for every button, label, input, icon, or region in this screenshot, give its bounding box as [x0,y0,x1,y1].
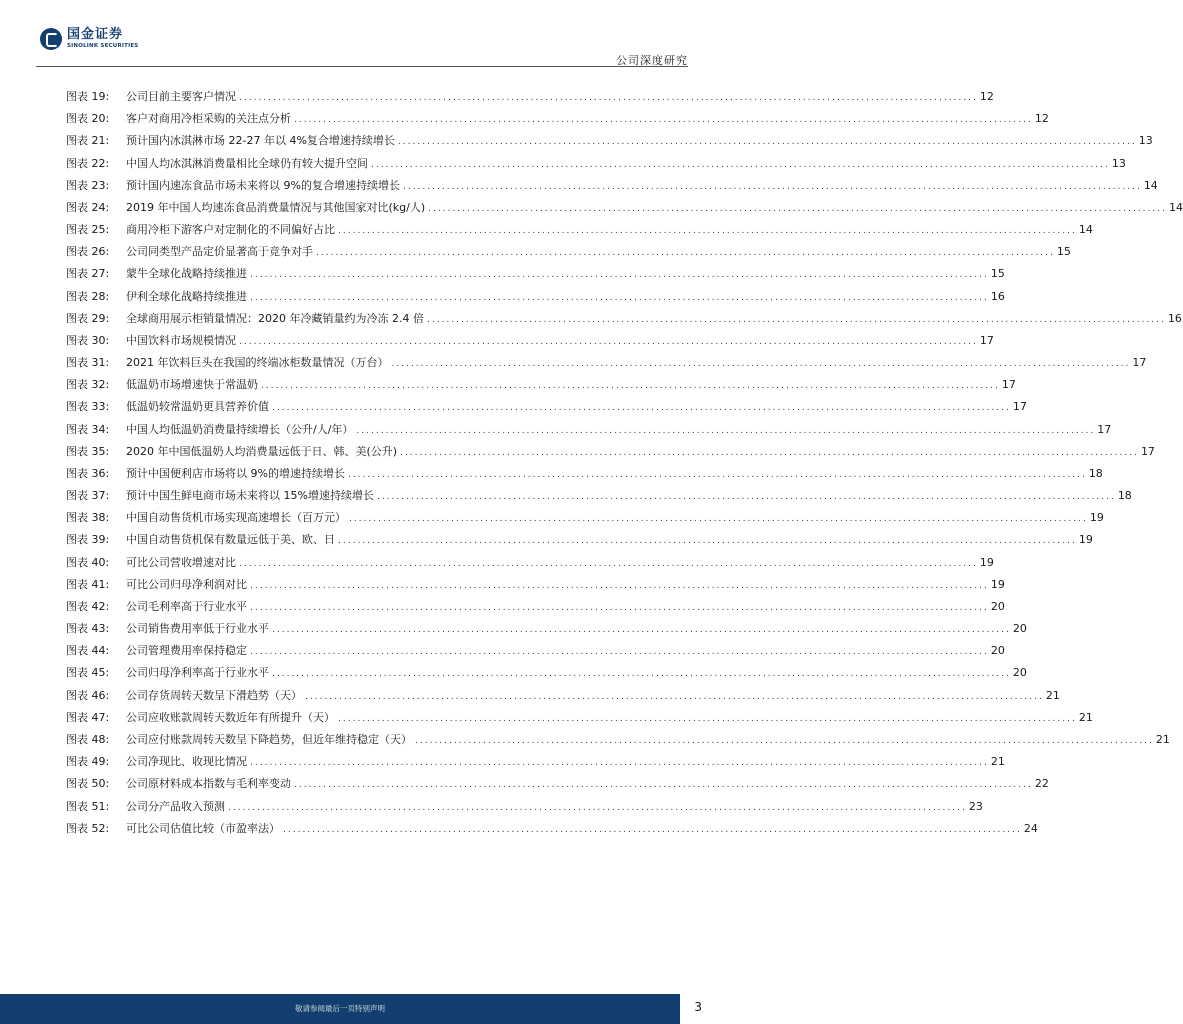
toc-entry[interactable] [66,197,1183,219]
figure-title: 中国饮料市场规模情况 [126,333,236,347]
logo-chinese-name: 国金证券 [67,27,124,42]
page-ref: 14 [1169,200,1183,214]
logo-english-name: SINOLINK SECURITIES [67,43,139,49]
figure-title: 蒙牛全球化战略持续推进 [126,267,247,281]
figure-title: 中国自动售货机保有数量远低于美、欧、日 [126,533,335,547]
toc-entry[interactable] [66,640,1005,662]
page-ref: 18 [1117,489,1132,503]
toc-entry[interactable] [66,263,1005,285]
figure-number: 图表 48: [66,732,110,746]
page-ref: 21 [1155,732,1170,746]
figure-number: 图表 27: [66,267,110,281]
page-ref: 20 [1012,622,1027,636]
dot-leader [403,176,1142,198]
toc-entry[interactable] [66,507,1104,529]
dot-leader [272,619,1011,641]
toc-entry[interactable] [66,574,1005,596]
figure-title: 公司应收账款周转天数近年有所提升（天） [126,710,335,724]
figure-title: 公司归母净利率高于行业水平 [126,666,269,680]
figure-title: 可比公司营收增速对比 [126,555,236,569]
page-ref: 16 [990,289,1005,303]
dot-leader [250,597,989,619]
dot-leader [250,264,989,286]
figure-number: 图表 38: [66,511,110,525]
dot-leader [338,708,1077,730]
page-ref: 17 [1097,422,1112,436]
page-header [0,0,724,70]
figure-number: 图表 45: [66,666,110,680]
page-ref: 20 [990,599,1005,613]
page-ref: 21 [1078,710,1093,724]
figure-number: 图表 30: [66,333,110,347]
toc-entry[interactable] [66,352,1147,374]
figure-title: 伊利全球化战略持续推进 [126,289,247,303]
dot-leader [400,442,1139,464]
figure-number: 图表 23: [66,178,110,192]
figure-number: 图表 52: [66,821,110,835]
dot-leader [283,819,1022,841]
toc-entry[interactable] [66,130,1153,152]
logo-icon [40,28,62,50]
dot-leader [338,530,1077,552]
figure-number: 图表 26: [66,245,110,259]
figure-number: 图表 46: [66,688,110,702]
page-ref: 13 [1111,156,1126,170]
toc-entry[interactable] [66,529,1093,551]
toc-entry[interactable] [66,618,1027,640]
toc-entry[interactable] [66,219,1093,241]
figure-title: 中国自动售货机市场实现高速增长（百万元） [126,511,346,525]
figure-number: 图表 39: [66,533,110,547]
dot-leader [250,575,989,597]
dot-leader [272,397,1011,419]
toc-entry[interactable] [66,286,1005,308]
figure-title: 公司销售费用率低于行业水平 [126,622,269,636]
dot-leader [377,486,1116,508]
toc-entry[interactable] [66,818,1038,840]
page-ref: 19 [1078,533,1093,547]
figure-title: 低温奶较常温奶更具营养价值 [126,400,269,414]
figure-title: 预计国内速冻食品市场未来将以 9%的复合增速持续增长 [126,178,400,192]
toc-entry[interactable] [66,374,1016,396]
figure-title: 2021 年饮料巨头在我国的终端冰柜数量情况（万台） [126,356,389,370]
dot-leader [250,287,989,309]
toc-entry[interactable] [66,596,1005,618]
toc-entry[interactable] [66,707,1093,729]
toc-entry[interactable] [66,86,994,108]
figure-title: 中国人均低温奶消费量持续增长（公升/人/年） [126,422,354,436]
toc-entry[interactable] [66,796,983,818]
page-ref: 15 [990,267,1005,281]
figure-number: 图表 47: [66,710,110,724]
page-number: 3 [694,1000,702,1014]
page-ref: 20 [990,644,1005,658]
figure-number: 图表 44: [66,644,110,658]
dot-leader [392,353,1131,375]
dot-leader [294,109,1033,131]
figure-number: 图表 50: [66,777,110,791]
page-ref: 19 [1089,511,1104,525]
page-ref: 17 [1132,356,1147,370]
figure-title: 可比公司归母净利润对比 [126,577,247,591]
page-ref: 19 [979,555,994,569]
toc-entry[interactable] [66,396,1027,418]
figure-title: 客户对商用冷柜采购的关注点分析 [126,112,291,126]
figure-number: 图表 51: [66,799,110,813]
figure-title: 公司同类型产品定价显著高于竞争对手 [126,245,313,259]
figure-number: 图表 31: [66,356,110,370]
page-ref: 19 [990,577,1005,591]
figure-number: 图表 20: [66,112,110,126]
figure-number: 图表 41: [66,577,110,591]
page-ref: 17 [1140,444,1155,458]
dot-leader [349,508,1088,530]
figure-number: 图表 34: [66,422,110,436]
figure-number: 图表 22: [66,156,110,170]
figure-title: 商用冷柜下游客户对定制化的不同偏好占比 [126,223,335,237]
figure-number: 图表 24: [66,200,110,214]
page-ref: 21 [990,755,1005,769]
toc-entry[interactable] [66,419,1112,441]
dot-leader [294,774,1033,796]
dot-leader [415,730,1154,752]
figure-title: 预计国内冰淇淋市场 22-27 年以 4%复合增速持续增长 [126,134,395,148]
dot-leader [239,553,978,575]
toc-entry[interactable] [66,729,1170,751]
figure-title: 预计中国生鲜电商市场未来将以 15%增速持续增长 [126,489,374,503]
dot-leader [356,420,1095,442]
dot-leader [250,641,989,663]
dot-leader [428,198,1167,220]
toc-entry[interactable] [66,751,1005,773]
page-ref: 23 [968,799,983,813]
figure-title: 公司应付账款周转天数呈下降趋势，但近年维持稳定（天） [126,732,412,746]
toc-entry[interactable] [66,108,1049,130]
figure-title: 公司净现比、收现比情况 [126,755,247,769]
toc-entry[interactable] [66,175,1158,197]
figure-number: 图表 33: [66,400,110,414]
figure-number: 图表 49: [66,755,110,769]
figure-number: 图表 32: [66,378,110,392]
dot-leader [427,309,1166,331]
figure-title: 公司存货周转天数呈下滑趋势（天） [126,688,302,702]
dot-leader [338,220,1077,242]
page-ref: 22 [1034,777,1049,791]
figure-title: 全球商用展示柜销量情况：2020 年冷藏销量约为冷冻 2.4 倍 [126,311,424,325]
dot-leader [398,131,1137,153]
toc-entry[interactable] [66,662,1027,684]
page-ref: 13 [1138,134,1153,148]
dot-leader [348,464,1087,486]
toc-entry[interactable] [66,441,1155,463]
page-ref: 21 [1045,688,1060,702]
figure-number: 图表 42: [66,599,110,613]
page-ref: 12 [1034,112,1049,126]
page-ref: 14 [1078,223,1093,237]
toc-entry[interactable] [66,685,1060,707]
figure-title: 公司管理费用率保持稳定 [126,644,247,658]
figure-number: 图表 28: [66,289,110,303]
toc-entry[interactable] [66,773,1049,795]
dot-leader [316,242,1055,264]
figure-number: 图表 40: [66,555,110,569]
figure-title: 公司分产品收入预测 [126,799,225,813]
figure-title: 预计中国便利店市场将以 9%的增速持续增长 [126,466,345,480]
figure-number: 图表 43: [66,622,110,636]
figure-number: 图表 37: [66,489,110,503]
figure-number: 图表 29: [66,311,110,325]
figure-number: 图表 19: [66,90,110,103]
logo-text [67,28,138,50]
page-ref: 17 [1001,378,1016,392]
page-ref: 24 [1023,821,1038,835]
figure-list [66,86,1183,840]
page-ref: 20 [1012,666,1027,680]
page-ref: 17 [1012,400,1027,414]
figure-title: 公司原材料成本指数与毛利率变动 [126,777,291,791]
page-ref: 14 [1143,178,1158,192]
toc-entry[interactable] [66,241,1071,263]
figure-title: 可比公司估值比较（市盈率法） [126,821,280,835]
dot-leader [371,154,1110,176]
page-ref: 17 [979,333,994,347]
figure-number: 图表 25: [66,223,110,237]
figure-title: 中国人均冰淇淋消费量相比全球仍有较大提升空间 [126,156,368,170]
figure-number: 图表 21: [66,134,110,148]
dot-leader [261,375,1000,397]
disclaimer-note: 敬请参阅最后一页特别声明 [295,1004,385,1013]
toc-entry[interactable] [66,308,1182,330]
company-logo [40,28,138,50]
dot-leader [272,663,1011,685]
figure-title: 2019 年中国人均速冻食品消费量情况与其他国家对比(kg/人) [126,200,426,214]
figure-number: 图表 36: [66,466,110,480]
page-ref: 12 [979,90,994,103]
toc-entry[interactable] [66,153,1126,175]
toc-entry[interactable] [66,330,994,352]
figure-title: 低温奶市场增速快于常温奶 [126,378,258,392]
page-ref: 16 [1167,311,1182,325]
dot-leader [239,331,978,353]
page-ref: 15 [1056,245,1071,259]
figure-title: 公司目前主要客户情况 [126,90,236,103]
page-ref: 18 [1088,466,1103,480]
toc-entry[interactable] [66,485,1132,507]
toc-entry[interactable] [66,552,994,574]
dot-leader [250,752,989,774]
dot-leader [305,686,1044,708]
figure-title: 公司毛利率高于行业水平 [126,599,247,613]
figure-number: 图表 35: [66,444,110,458]
dot-leader [239,87,978,109]
header-divider [36,66,688,67]
toc-entry[interactable] [66,463,1103,485]
figure-title: 2020 年中国低温奶人均消费量远低于日、韩、美(公升) [126,444,398,458]
dot-leader [228,797,967,819]
report-type-label: 公司深度研究 [616,54,688,67]
